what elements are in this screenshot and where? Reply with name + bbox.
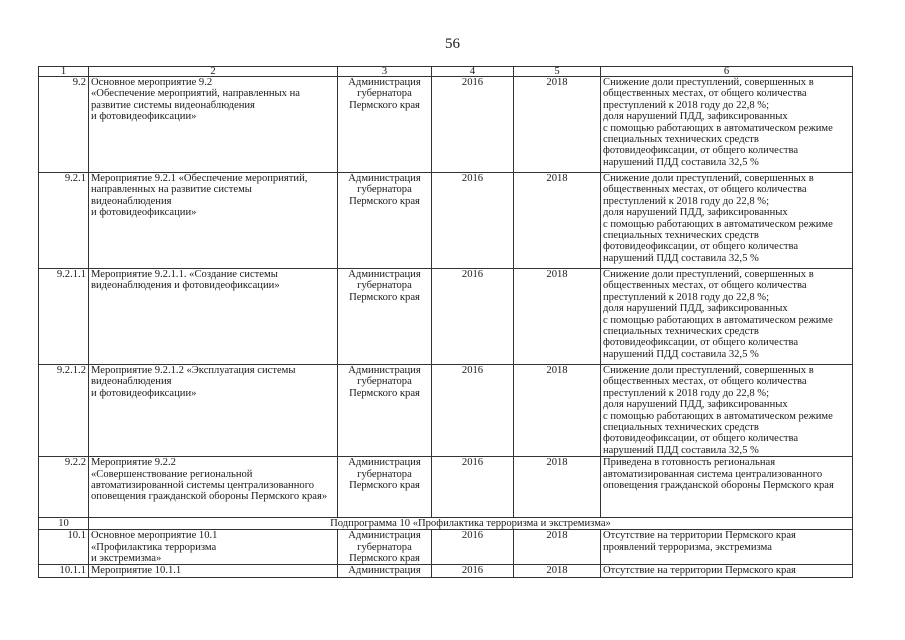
responsible: Администрация <box>338 565 432 577</box>
start-year: 2016 <box>432 173 514 269</box>
table-row <box>39 77 853 173</box>
column-header: 6 <box>601 67 853 77</box>
measure-name: Мероприятие 9.2.1.1. «Создание системы видеонаблюдения и фотовидеофиксации» <box>89 269 338 365</box>
end-year: 2018 <box>514 457 601 518</box>
table-row <box>39 173 853 269</box>
responsible: Администрация губернатора Пермского края <box>338 365 432 457</box>
responsible: Администрация губернатора Пермского края <box>338 269 432 365</box>
expected-result: Снижение доли преступлений, совершенных в общественных местах, от общего количества преступлений к 2018 году до 22,8 %; доля нарушений ПДД, зафиксированных с помощью работающих в автоматическом режиме специальных технических средств фотовидеофиксации, от общего количества нарушений ПДД составила 32,5 % <box>601 269 853 365</box>
start-year: 2016 <box>432 565 514 577</box>
expected-result: Снижение доли преступлений, совершенных в общественных местах, от общего количества преступлений к 2018 году до 22,8 %; доля нарушений ПДД, зафиксированных с помощью работающих в автоматическом режиме специальных технических средств фотовидеофиксации, от общего количества нарушений ПДД составила 32,5 % <box>601 77 853 173</box>
responsible: Администрация губернатора Пермского края <box>338 173 432 269</box>
measure-name: Мероприятие 9.2.2 «Совершенствование региональной автоматизированной системы централизованного оповещения гражданской обороны Пермского края» <box>89 457 338 518</box>
end-year: 2018 <box>514 269 601 365</box>
start-year: 2016 <box>432 365 514 457</box>
header-row <box>39 67 853 77</box>
expected-result: Приведена в готовность региональная автоматизированная система централизованного оповещения гражданской обороны Пермского края <box>601 457 853 518</box>
row-number: 9.2.1.1 <box>39 269 89 365</box>
column-header: 1 <box>39 67 89 77</box>
page-number: 56 <box>445 36 460 52</box>
end-year: 2018 <box>514 77 601 173</box>
measure-name: Мероприятие 10.1.1 <box>89 565 338 577</box>
subprogram-row <box>39 518 853 530</box>
expected-result: Отсутствие на территории Пермского края проявлений терроризма, экстремизма <box>601 530 853 565</box>
measures-table <box>38 66 853 578</box>
table-row <box>39 365 853 457</box>
table-row <box>39 269 853 365</box>
column-header: 4 <box>432 67 514 77</box>
row-number: 9.2.2 <box>39 457 89 518</box>
row-number: 10.1.1 <box>39 565 89 577</box>
end-year: 2018 <box>514 565 601 577</box>
end-year: 2018 <box>514 365 601 457</box>
end-year: 2018 <box>514 530 601 565</box>
measure-name: Мероприятие 9.2.1 «Обеспечение мероприятий, направленных на развитие системы видеонаблюдения и фотовидеофиксации» <box>89 173 338 269</box>
expected-result: Снижение доли преступлений, совершенных в общественных местах, от общего количества преступлений к 2018 году до 22,8 %; доля нарушений ПДД, зафиксированных с помощью работающих в автоматическом режиме специальных технических средств фотовидеофиксации, от общего количества нарушений ПДД составила 32,5 % <box>601 365 853 457</box>
column-header: 5 <box>514 67 601 77</box>
measure-name: Мероприятие 9.2.1.2 «Эксплуатация системы видеонаблюдения и фотовидеофиксации» <box>89 365 338 457</box>
end-year: 2018 <box>514 173 601 269</box>
measure-name: Основное мероприятие 9.2 «Обеспечение мероприятий, направленных на развитие системы видеонаблюдения и фотовидеофиксации» <box>89 77 338 173</box>
start-year: 2016 <box>432 269 514 365</box>
start-year: 2016 <box>432 77 514 173</box>
row-number: 10.1 <box>39 530 89 565</box>
expected-result: Отсутствие на территории Пермского края <box>601 565 853 577</box>
column-header: 3 <box>338 67 432 77</box>
row-number: 9.2 <box>39 77 89 173</box>
table-row <box>39 565 853 577</box>
row-number: 9.2.1 <box>39 173 89 269</box>
expected-result: Снижение доли преступлений, совершенных в общественных местах, от общего количества преступлений к 2018 году до 22,8 %; доля нарушений ПДД, зафиксированных с помощью работающих в автоматическом режиме специальных технических средств фотовидеофиксации, от общего количества нарушений ПДД составила 32,5 % <box>601 173 853 269</box>
start-year: 2016 <box>432 530 514 565</box>
table-row <box>39 530 853 565</box>
subprogram-title: Подпрограмма 10 «Профилактика терроризма и экстремизма» <box>89 518 853 530</box>
column-header: 2 <box>89 67 338 77</box>
row-number: 9.2.1.2 <box>39 365 89 457</box>
subprogram-number: 10 <box>39 518 89 530</box>
measure-name: Основное мероприятие 10.1 «Профилактика терроризма и экстремизма» <box>89 530 338 565</box>
responsible: Администрация губернатора Пермского края <box>338 77 432 173</box>
responsible: Администрация губернатора Пермского края <box>338 530 432 565</box>
start-year: 2016 <box>432 457 514 518</box>
responsible: Администрация губернатора Пермского края <box>338 457 432 518</box>
table-row <box>39 457 853 518</box>
